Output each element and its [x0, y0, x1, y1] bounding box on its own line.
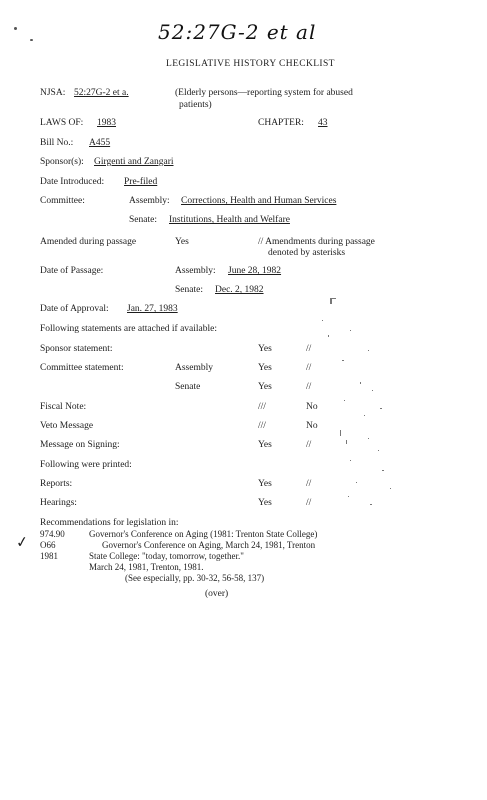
reports-label: Reports:: [40, 479, 73, 489]
page-title: LEGISLATIVE HISTORY CHECKLIST: [166, 59, 335, 69]
committee-label: Committee:: [40, 196, 85, 206]
amended-label: Amended during passage: [40, 237, 137, 247]
date-of-approval-label: Date of Approval:: [40, 304, 109, 314]
committee-statement-senate-mark: //: [306, 382, 312, 392]
committee-statement-assembly: Assembly: [175, 363, 213, 373]
chapter-value: 43: [318, 118, 328, 128]
over-note: (over): [205, 589, 229, 599]
passage-senate-value: Dec. 2, 1982: [215, 285, 264, 295]
committee-senate-label: Senate:: [129, 215, 157, 225]
handwritten-statute-number: 52:27G-2 et al: [158, 20, 317, 44]
scan-noise-artifacts: [320, 290, 420, 520]
sponsors-value: Girgenti and Zangari: [94, 157, 174, 167]
amended-note-line1: // Amendments during passage: [258, 237, 375, 247]
hearings-mark: //: [306, 498, 312, 508]
laws-of-value: 1983: [97, 118, 116, 128]
hearings-yes: Yes: [258, 498, 272, 508]
committee-assembly-label: Assembly:: [129, 196, 170, 206]
recommendation-line-2: Governor's Conference on Aging, March 24, 1981, Trenton: [102, 540, 316, 550]
recommendation-call-number-3: 1981: [40, 551, 58, 561]
passage-assembly-label: Assembly:: [175, 266, 216, 276]
committee-statement-assembly-mark: //: [306, 363, 312, 373]
recommendation-line-1: Governor's Conference on Aging (1981: Trenton State College): [89, 529, 318, 539]
bill-no-label: Bill No.:: [40, 138, 74, 148]
committee-assembly-value: Corrections, Health and Human Services: [181, 196, 337, 206]
scan-speck: [14, 27, 17, 30]
handwritten-check-mark: ✓: [15, 534, 30, 552]
sponsor-statement-mark: //: [306, 344, 312, 354]
committee-senate-value: Institutions, Health and Welfare: [169, 215, 290, 225]
date-of-approval-value: Jan. 27, 1983: [127, 304, 178, 314]
date-introduced-label: Date Introduced:: [40, 177, 105, 187]
committee-statement-assembly-yes: Yes: [258, 363, 272, 373]
fiscal-note-no: No: [306, 402, 318, 412]
statements-header: Following statements are attached if available:: [40, 324, 218, 334]
reports-yes: Yes: [258, 479, 272, 489]
hearings-label: Hearings:: [40, 498, 77, 508]
veto-message-label: Veto Message: [40, 421, 94, 431]
veto-message-mark: ///: [258, 421, 266, 431]
committee-statement-label: Committee statement:: [40, 363, 124, 373]
njsa-value: 52:27G-2 et a.: [74, 88, 129, 98]
recommendations-header: Recommendations for legislation in:: [40, 518, 179, 528]
njsa-description-line1: (Elderly persons—reporting system for abused: [175, 88, 353, 98]
reports-mark: //: [306, 479, 312, 489]
njsa-description-line2: patients): [179, 100, 212, 110]
amended-answer: Yes: [175, 237, 189, 247]
message-on-signing-mark: //: [306, 440, 312, 450]
sponsors-label: Sponsor(s):: [40, 157, 84, 167]
recommendation-line-3: State College: "today, tomorrow, together.": [89, 551, 244, 561]
committee-statement-senate: Senate: [175, 382, 201, 392]
veto-message-no: No: [306, 421, 318, 431]
recommendation-call-number-1: 974.90: [40, 529, 65, 539]
passage-senate-label: Senate:: [175, 285, 203, 295]
fiscal-note-mark: ///: [258, 402, 266, 412]
message-on-signing-label: Message on Signing:: [40, 440, 120, 450]
committee-statement-senate-yes: Yes: [258, 382, 272, 392]
sponsor-statement-label: Sponsor statement:: [40, 344, 113, 354]
laws-of-label: LAWS OF:: [40, 118, 84, 128]
date-of-passage-label: Date of Passage:: [40, 266, 104, 276]
recommendation-line-5: (See especially, pp. 30-32, 56-58, 137): [125, 573, 265, 583]
njsa-label: NJSA:: [40, 88, 66, 98]
recommendation-call-number-2: O66: [40, 540, 56, 550]
message-on-signing-yes: Yes: [258, 440, 272, 450]
scan-speck: [30, 39, 33, 41]
amended-note-line2: denoted by asterisks: [268, 248, 346, 258]
printed-header: Following were printed:: [40, 460, 132, 470]
chapter-label: CHAPTER:: [258, 118, 304, 128]
bill-no-value: A455: [89, 138, 111, 148]
sponsor-statement-yes: Yes: [258, 344, 272, 354]
date-introduced-value: Pre-filed: [124, 177, 158, 187]
passage-assembly-value: June 28, 1982: [228, 266, 282, 276]
recommendation-line-4: March 24, 1981, Trenton, 1981.: [89, 562, 204, 572]
fiscal-note-label: Fiscal Note:: [40, 402, 87, 412]
